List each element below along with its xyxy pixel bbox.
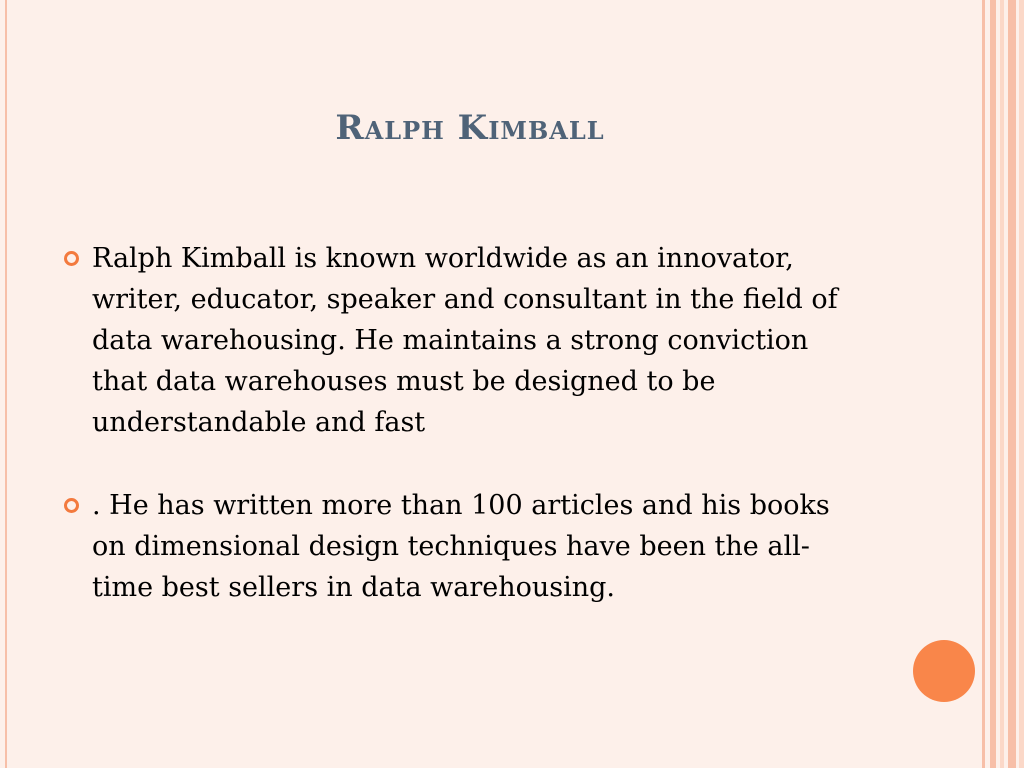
- slide-title: Ralph Kimball: [335, 108, 605, 148]
- bullet-list: [62, 238, 862, 608]
- ring-bullet-icon: [64, 251, 79, 266]
- bullet-item: [62, 238, 862, 443]
- ring-bullet-icon: [64, 498, 79, 513]
- right-border-stripes: [982, 0, 1024, 768]
- bullet-item: [62, 485, 862, 608]
- decorative-circle: [913, 640, 975, 702]
- bullet-text: . He has written more than 100 articles and his books on dimensional design techniques have been the all-time best sellers in data warehousing.: [92, 490, 830, 603]
- bullet-text: Ralph Kimball is known worldwide as an innovator, writer, educator, speaker and consultant in the field of data warehousing. He maintains a strong conviction that data warehouses must be designed to be understandable and fast: [92, 243, 838, 438]
